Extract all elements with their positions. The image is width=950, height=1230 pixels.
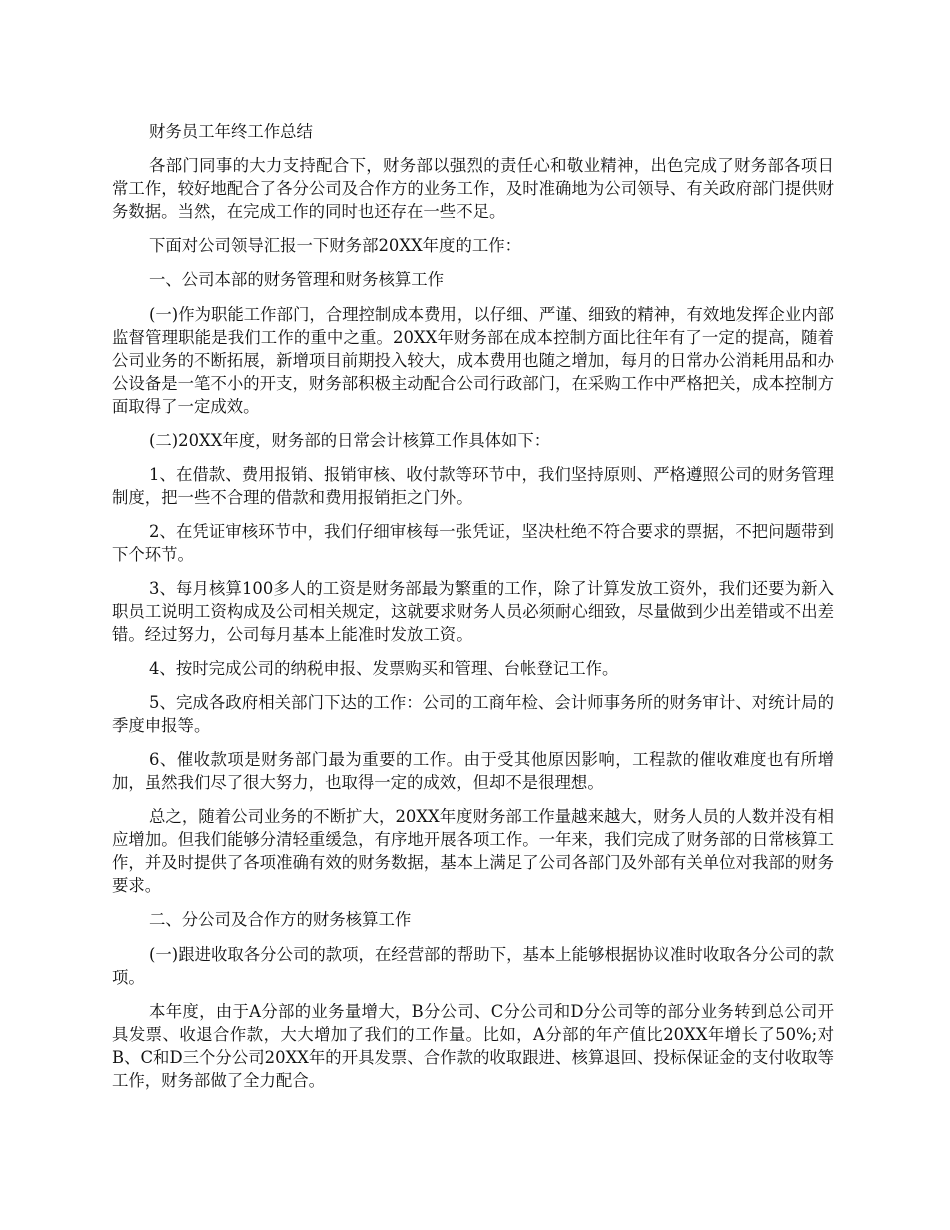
section-heading-2: 二、分公司及合作方的财务核算工作 [149,910,412,929]
list-item-6: 6、催收款项是财务部门最为重要的工作。由于受其他原因影响，工程款的催收难度也有所增加，虽然我们尽了很大努力，也取得一定的成效，但却不是很理想。 [112,750,834,792]
list-item-2: 2、在凭证审核环节中，我们仔细审核每一张凭证，坚决杜绝不符合要求的票据，不把问题带到下个环节。 [112,522,834,564]
list-item-4: 4、按时完成公司的纳税申报、发票购买和管理、台帐登记工作。 [149,659,619,678]
list-item-1: 1、在借款、费用报销、报销审核、收付款等环节中，我们坚持原则、严格遵照公司的财务管理制度，把一些不合理的借款和费用报销拒之门外。 [112,465,834,507]
section-heading-1: 一、公司本部的财务管理和财务核算工作 [149,270,445,289]
summary-paragraph: 总之，随着公司业务的不断扩大，20XX年度财务部工作量越来越大，财务人员的人数并没有相应增加。但我们能够分清轻重缓急，有序地开展各项工作。一年来，我们完成了财务部的日常核算工作，并及时提供了各项准确有效的财务数据，基本上满足了公司各部门及外部有关单位对我部的财务要求。 [112,807,834,895]
list-item-3: 3、每月核算100多人的工资是财务部最为繁重的工作，除了计算发放工资外，我们还要为新入职员工说明工资构成及公司相关规定，这就要求财务人员必须耐心细致，尽量做到少出差错或不出差错。经过努力，公司每月基本上能准时发放工资。 [112,579,834,644]
intro-paragraph: 各部门同事的大力支持配合下，财务部以强烈的责任心和敬业精神，出色完成了财务部各项日常工作，较好地配合了各分公司及合作方的业务工作，及时准确地为公司领导、有关政府部门提供财务数据。当然，在完成工作的同时也还存在一些不足。 [112,156,834,221]
list-item-5: 5、完成各政府相关部门下达的工作：公司的工商年检、会计师事务所的财务审计、对统计局的季度申报等。 [112,693,834,735]
branch-collection-paragraph: (一)跟进收取各分公司的款项，在经营部的帮助下，基本上能够根据协议准时收取各分公司的款项。 [112,945,834,987]
branch-workload-paragraph: 本年度，由于A分部的业务量增大，B分公司、C分公司和D分公司等的部分业务转到总公司开具发票、收退合作款，大大增加了我们的工作量。比如，A分部的年产值比20XX年增长了50%;对B、C和D三个分公司20XX年的开具发票、合作款的收取跟进、核算退回、投标保证金的支付收取等工作，财务部做了全力配合。 [112,1002,834,1090]
document-page [112,120,834,1103]
document-title: 财务员工年终工作总结 [149,122,313,141]
report-lead-paragraph: 下面对公司领导汇报一下财务部20XX年度的工作： [149,236,522,255]
cost-control-paragraph: (一)作为职能工作部门，合理控制成本费用，以仔细、严谨、细致的精神，有效地发挥企业内部监督管理职能是我们工作的重中之重。20XX年财务部在成本控制方面比往年有了一定的提高，随着公司业务的不断拓展，新增项目前期投入较大，成本费用也随之增加，每月的日常办公消耗用品和办公设备是一笔不小的开支，财务部积极主动配合公司行政部门，在采购工作中严格把关，成本控制方面取得了一定成效。 [112,305,834,416]
accounting-subheading: (二)20XX年度，财务部的日常会计核算工作具体如下： [149,431,551,450]
